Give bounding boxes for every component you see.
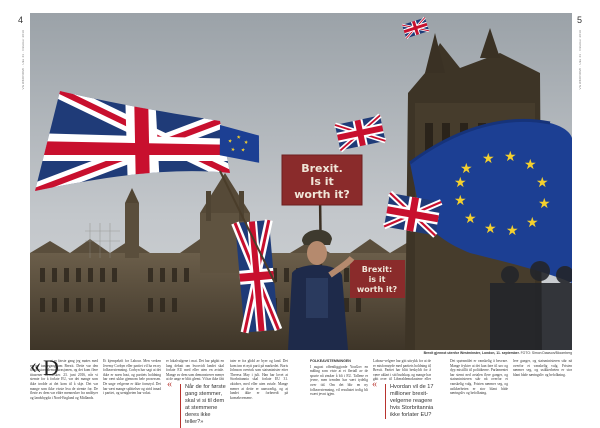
- svg-text:★: ★: [538, 196, 551, 212]
- page-number-left: 4: [18, 15, 24, 25]
- svg-text:★: ★: [484, 221, 497, 237]
- svg-text:★: ★: [524, 157, 537, 173]
- subhead-folkeavstemning: FOLKEAVSTEMNINGEN: [310, 359, 351, 363]
- photo-brexit-protest: [30, 13, 572, 350]
- sign-top-line-2: Is it: [310, 175, 334, 188]
- svg-text:★: ★: [454, 193, 467, 209]
- svg-text:★: ★: [243, 139, 249, 147]
- article-column-6: Labour-velgere har gitt uttrykk for at de er misfornøyde med partiets holdning til Brexit. Partiet har blitt beskyldt for å være uklart i sitt budskap, og mange har gått over til Liberaldemokratene eller: [373, 359, 431, 381]
- article-column-7: Det spørsmålet er vanskelig å besvare. Mange frykter at det kan føre til uro og dyp mistillit til politikerne. Parlamentet har stemt ned avtalen flere ganger, og statsministeren står nå overfor et vanskelig valg. Fristen nærmer seg, og usikkerheten er stor blant både næringsliv og befolkning.: [450, 359, 508, 396]
- sign-brexit-top: [282, 155, 362, 205]
- sign-brexit-bottom: [350, 260, 405, 298]
- sign-bottom-line-1: Brexit:: [361, 265, 393, 274]
- sign-top-line-1: Brexit.: [301, 162, 343, 175]
- sign-top-line-3: worth it?: [294, 188, 350, 201]
- running-head-left: VG ØKONOMI · Uke 43 · Oktober 2019: [21, 30, 25, 90]
- svg-text:★: ★: [464, 211, 477, 227]
- article-column-5-text: I august offentliggjorde YouGov en måling som viste at et flertall av de spurte nå ønsker å bli i EU. Tallene er jevne, men trenden har vært tydelig over tid. Om det blir en ny folkeavstemning, vil resultatet trolig bli svært jevnt igjen.: [310, 364, 368, 397]
- pull-quote-2-text: Hvordan vil de 17 millioner brexit-velgerne reagere hvis Storbritannia ikke forlater EU?: [390, 384, 434, 418]
- svg-text:★: ★: [227, 138, 233, 145]
- page-number-right: 5: [577, 15, 583, 25]
- svg-text:★: ★: [236, 134, 242, 142]
- svg-text:★: ★: [460, 161, 473, 177]
- crowd: [490, 261, 572, 350]
- pull-quote-2-mark: «: [372, 379, 377, 390]
- svg-text:★: ★: [504, 149, 517, 165]
- article-column-1: et er første gang jeg møtes med en ny tankegang om Brexit. Dette var den første store demonstrasjonen, og det kom flere titusener mennesker. 23. juni 2016, når vi stemte for å forlate EU, var det mange som ikke trodde at det kom til å skje. Det var mange som ikke visste hva de stemte for. De fleste av dem var eldre mennesker fra småbyer og landsbygda i Nord-England og Midlands.: [30, 359, 98, 400]
- pull-quote-2: [372, 379, 443, 419]
- svg-text:★: ★: [536, 175, 549, 191]
- pull-quote-1-mark: «: [167, 379, 172, 390]
- svg-text:★: ★: [526, 215, 539, 231]
- caption-title: Brexit gjennot utenfor Westminster, London, 11. september.: [423, 351, 520, 355]
- drop-cap: D: [43, 355, 59, 380]
- caption-credit: FOTO: Simon Dawson/Bloomberg: [520, 351, 572, 355]
- sign-bottom-line-3: worth it?: [356, 285, 398, 294]
- lead-quote-mark: «: [30, 353, 41, 378]
- pull-quote-1: [167, 379, 230, 428]
- article-column-2: Et kjempeløft for Labour. Men verken Jeremy Corbyn eller partiet vil ha en ny folkeavstemning. Corbyn har sagt at det ikke er noen hast, og partiets holdning har vært uklar gjennom hele prosessen. De unge velgerne er ikke fornøyd. Det har vært mange splittelser og strid innad i partiet, og uenigheten har vokst.: [103, 359, 161, 396]
- article-column-3: er lokalvalgene i mai. Det har pågått en lang debatt om hvorvidt landet skal forlate EU med eller uten en avtale. Mange av dem som demonstrerer mener at de unge er blitt glemt. Vi har ikke fått: [166, 359, 224, 381]
- svg-text:★: ★: [240, 147, 246, 154]
- svg-text:★: ★: [482, 151, 495, 167]
- sign-bottom-line-2: is it: [368, 275, 386, 284]
- svg-text:★: ★: [454, 175, 467, 191]
- running-head-right: VG ØKONOMI · Uke 43 · Oktober 2019: [578, 30, 582, 90]
- svg-text:★: ★: [506, 223, 519, 239]
- pull-quote-1-text: Når de for første gang stemmer, skal vi si til dem at stemmene deres ikke teller?»: [185, 384, 226, 425]
- svg-text:★: ★: [230, 146, 236, 154]
- photo-caption: [400, 351, 572, 355]
- article-column-4: tater er fra glidd av byer og land. Det kom inn et nytt parti på markedet. Boris Johnson overtok som statsminister etter Theresa May i juli. Han har lovet at Storbritannia skal forlate EU 31. oktober, med eller uten avtale. Mange mener at dette er uansvarlig, og at landet ikke er forberedt på konsekvensene.: [230, 359, 288, 400]
- article-column-5: [310, 359, 368, 414]
- article-column-8: lere ganger, og statsministeren står nå overfor et vanskelig valg. Fristen nærmer seg, og usikkerheten er stor blant både næringsliv og befolkning.: [513, 359, 572, 377]
